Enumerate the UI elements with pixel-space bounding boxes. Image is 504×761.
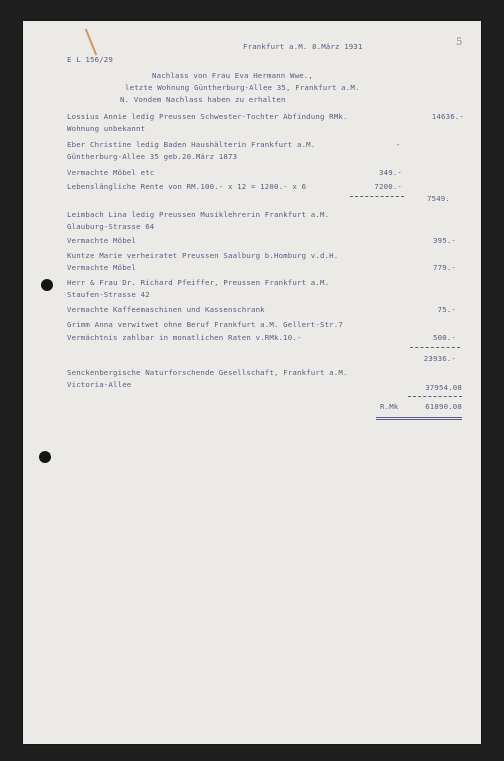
entry-text: Vermächtnis zahlbar in monatlichen Raten v.RMk.10.- — [67, 333, 302, 342]
society-amount: 37954.08 — [425, 383, 462, 392]
total-amount: 61890.08 — [425, 402, 462, 411]
entry-text: Vermachte Kaffeemaschinen und Kassenschrank — [67, 305, 265, 314]
entry-text: Vermachte Möbel etc — [67, 168, 155, 177]
society-line-1: Senckenbergische Naturforschende Gesellschaft, Frankfurt a.M. — [67, 368, 348, 377]
entry-text: Glauburg-Strasse 64 — [67, 222, 155, 231]
entry-amount: 75.- — [437, 305, 456, 314]
page-number-mark: 5 — [456, 37, 463, 48]
entry-amount: 500.- — [433, 333, 456, 342]
society-line-2: Victoria-Allee — [67, 380, 132, 389]
entry-text: Lossius Annie ledig Preussen Schwester-Tochter Abfindung RMk. — [67, 112, 348, 121]
punch-hole-bottom — [39, 451, 51, 463]
intro-line-2: letzte Wohnung Güntherburg-Allee 35, Frankfurt a.M. — [125, 83, 360, 92]
entry-text: Herr & Frau Dr. Richard Pfeiffer, Preussen Frankfurt a.M. — [67, 278, 330, 287]
reference-number: E L 156/29 — [67, 55, 113, 64]
entry-text: Kuntze Marie verheiratet Preussen Saalburg b.Homburg v.d.H. — [67, 251, 339, 260]
entry-text: Güntherburg-Allee 35 geb.20.März 1873 — [67, 152, 238, 161]
final-double-rule — [376, 417, 462, 420]
intro-line-3: N. Vondem Nachlass haben zu erhalten — [120, 95, 286, 104]
entry-subamount: 349.- — [379, 168, 402, 177]
intro-line-1: Nachlass von Frau Eva Hermann Wwe., — [152, 71, 313, 80]
entry-amount: 395.- — [433, 236, 456, 245]
entry-text: Lebenslängliche Rente von RM.100.- x 12 = 1200.- x 6 — [67, 182, 307, 191]
entry-subamount: 7200.- — [374, 182, 402, 191]
entry-text: Vermachte Möbel — [67, 263, 136, 272]
total-label: R.Mk — [380, 402, 399, 411]
entry-amount: - — [396, 140, 401, 149]
entry-text: Grimm Anna verwitwet ohne Beruf Frankfurt a.M. Gellert-Str.7 — [67, 320, 343, 329]
subtotal-amount: 23936.- — [423, 354, 456, 363]
entry-text: Wohnung unbekannt — [67, 124, 146, 133]
entry-text: Vermachte Möbel — [67, 236, 136, 245]
entry-amount: 14636.- — [431, 112, 464, 121]
entry-text: Staufen-Strasse 42 — [67, 290, 150, 299]
punch-hole-top — [41, 279, 53, 291]
entry-text: Leimbach Lina ledig Preussen Musiklehrerin Frankfurt a.M. — [67, 210, 330, 219]
entry-amount: 779.- — [433, 263, 456, 272]
entry-amount: 7549. — [427, 194, 450, 203]
subtotal-rule — [410, 347, 460, 348]
sub-rule — [350, 196, 404, 197]
entry-text: Eber Christine ledig Baden Haushälterin Frankfurt a.M. — [67, 140, 316, 149]
document-date: Frankfurt a.M. 8.März 1931 — [243, 42, 363, 51]
total-rule — [408, 396, 462, 397]
